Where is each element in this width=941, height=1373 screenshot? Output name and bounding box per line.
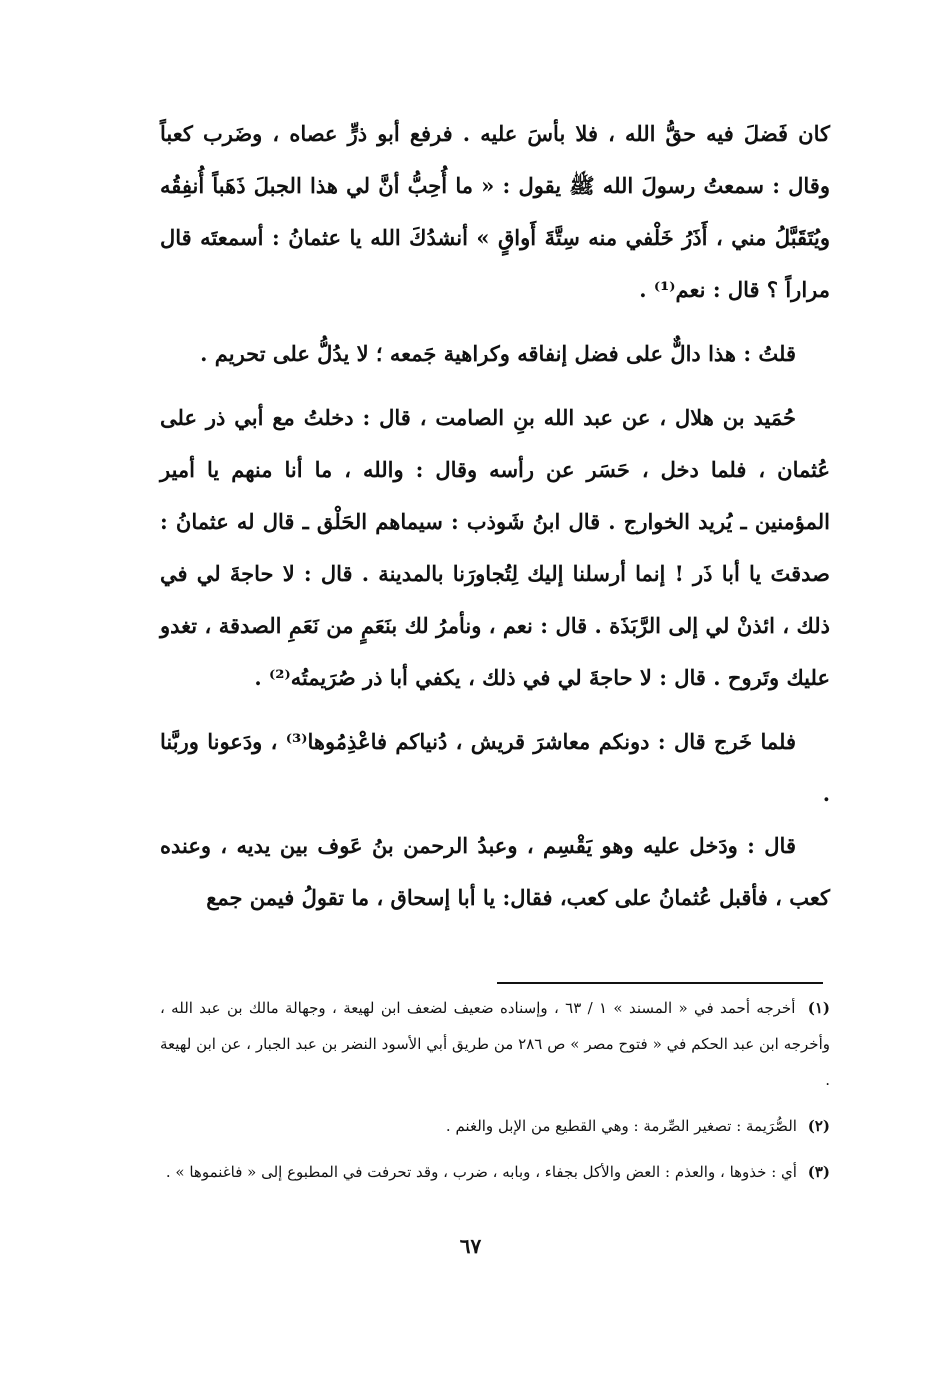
page-number: ٦٧ [459, 1234, 482, 1258]
footnote-separator [497, 982, 823, 984]
paragraph-1: كان فَضلَ فيه حقُّ الله ، فلا بأسَ عليه . فرفع أبو ذرٍّ عصاه ، وضَرب كعباً وقال : سمعتُ رسولَ الله ﷺ يقول : « ما أُحِبُّ أنَّ لي هذا الجبلَ ذَهَباً أُنفِقُه ويُتَقَبَّلُ مني ، أَذَرُ خَلْفي منه سِتَّةَ أَواقٍ » أنشدُكَ الله يا عثمانُ : أسمعتَه قال مراراً ؟ قال : نعم⁽¹⁾ . [160, 121, 830, 302]
footnote-2-number: (٢) [807, 1117, 830, 1135]
footnotes [160, 990, 830, 1200]
footnote-3-text: أي : خذوها ، والعذم : العض والأكل بجفاء ، وبابه ، ضرب ، وقد تحرفت في المطبوع إلى « فاغنموها » . [165, 1163, 797, 1181]
paragraph-2: قلتُ : هذا دالٌّ على فضل إنفاقه وكراهية جَمعه ؛ لا يدُلُّ على تحريم . [200, 341, 796, 366]
footnote-1-number: (١) [807, 999, 830, 1017]
paragraph-5: قال : ودَخل عليه وهو يَقْسِم ، وعبدُ الرحمن بنُ عَوف بين يديه ، وعنده كعب ، فأقبل عُثمانُ على كعب، فقال: يا أبا إسحاق ، ما تقولُ فيمن جمع [160, 833, 830, 910]
footnote-3-number: (٣) [807, 1163, 830, 1181]
footnote-1-text: أخرجه أحمد في « المسند » ١ / ٦٣ ، وإسناده ضعيف لضعف ابن لهيعة ، وجهالة مالك بن عبد الله ، وأخرجه ابن عبد الحكم في « فتوح مصر » ص ٢٨٦ من طريق أبي الأسود النضر بن عبد الجبار ، عن ابن لهيعة . [160, 999, 830, 1089]
footnote-3 [160, 1154, 830, 1190]
footnote-1 [160, 990, 830, 1098]
paragraph-3: حُمَيد بن هلال ، عن عبد الله بنِ الصامت ، قال : دخلتُ مع أبي ذر على عُثمان ، فلما دخل ، حَسَر عن رأسه وقال : والله ، ما أنا منهم يا أمير المؤمنين ـ يُريد الخوارج . قال ابنُ شَوذب : سيماهم الحَلْق ـ قال له عثمانُ : صدقتَ يا أبا ذَر ! إنما أرسلنا إليك لِتُجاورَنا بالمدينة . قال : لا حاجةَ لي في ذلك ، ائذنْ لي إلى الرَّبَذَة . قال : نعم ، ونأمرُ لك بنَعَمٍ من نَعَمِ الصدقة ، تغدو عليك وتَروح . قال : لا حاجةَ لي في ذلك ، يكفي أبا ذر صُرَيمتُه⁽²⁾ . [160, 405, 830, 690]
main-text-body [160, 108, 830, 924]
paragraph-4: فلما خَرج قال : دونكم معاشرَ قريش ، دُنياكم فاعْذِمُوها⁽³⁾ ، ودَعونا وربَّنا . [160, 729, 830, 806]
footnote-2-text: الصُّرَيمة : تصغير الصِّرمة : وهي القطيع من الإبل والغنم . [445, 1117, 797, 1135]
footnote-2 [160, 1108, 830, 1144]
